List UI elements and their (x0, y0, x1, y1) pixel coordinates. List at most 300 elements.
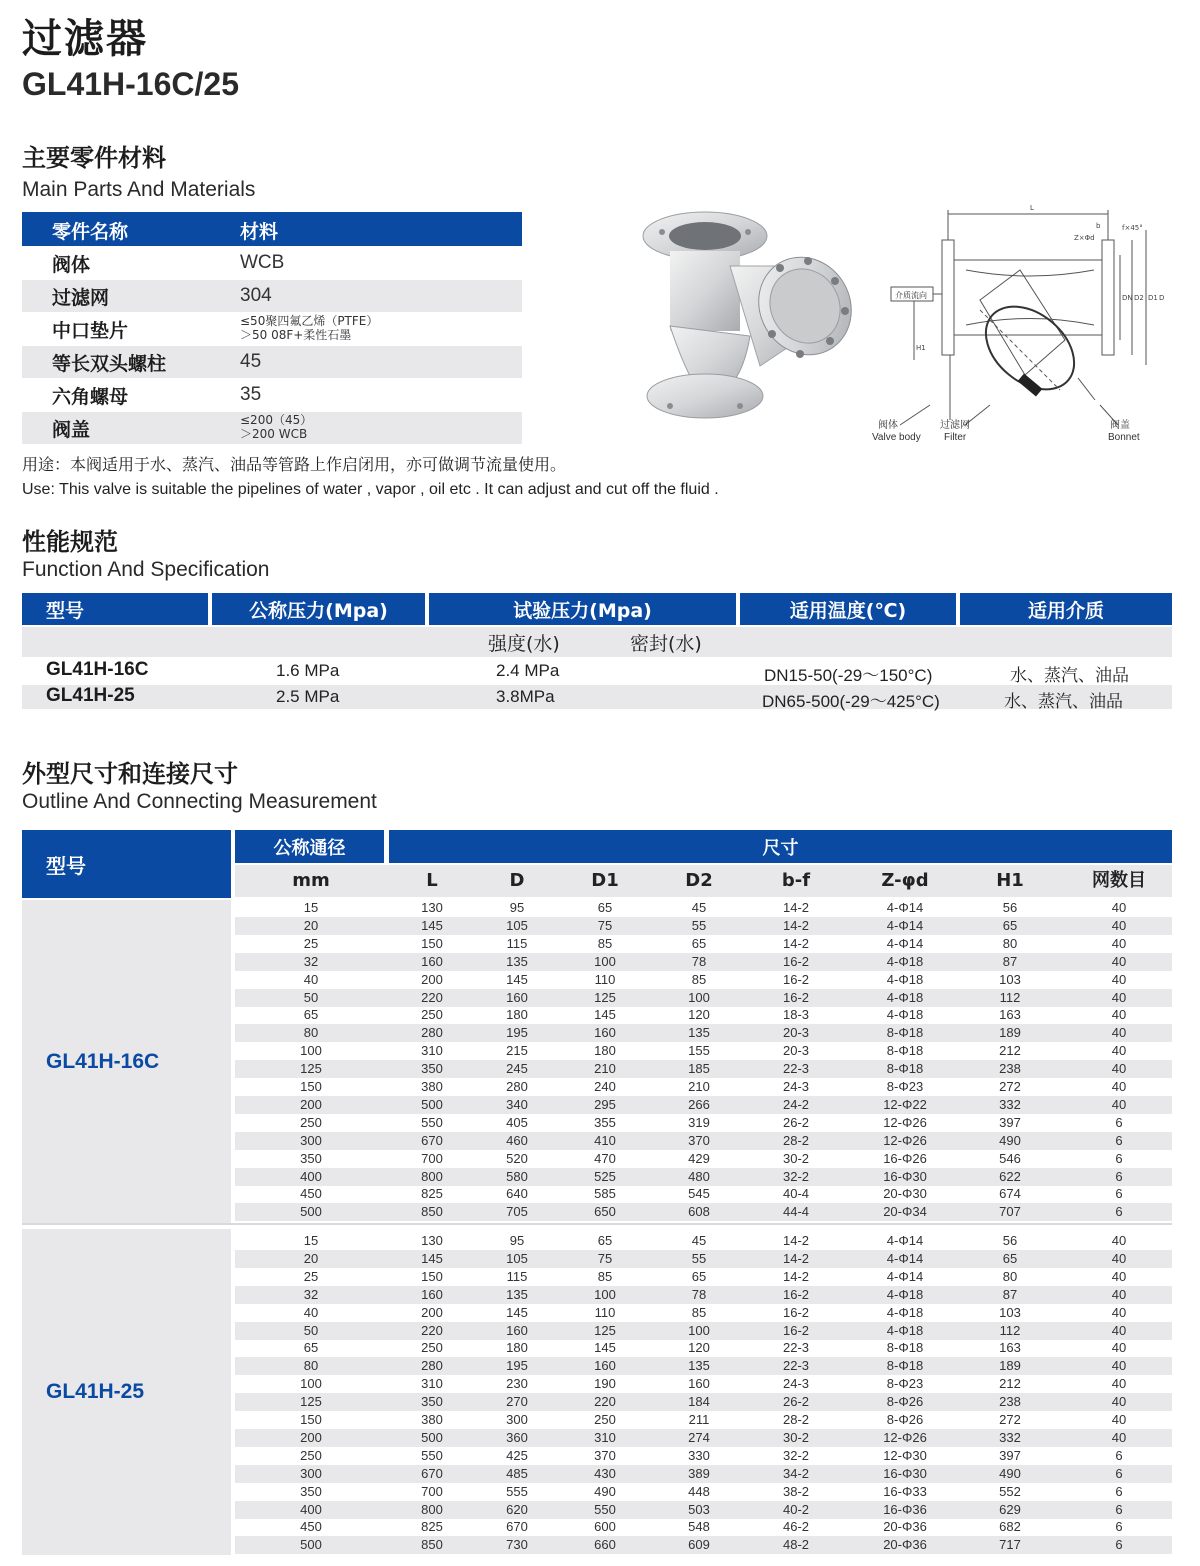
dim-column-header: Z-φd (881, 870, 929, 891)
table-cell: 238 (999, 1061, 1021, 1077)
table-cell: 40 (303, 971, 319, 987)
table-cell: 32 (303, 1286, 319, 1302)
table-cell: 310 (594, 1429, 616, 1445)
table-cell: 600 (594, 1519, 616, 1535)
table-cell: 135 (688, 1358, 710, 1374)
table-cell: 40 (1111, 1061, 1127, 1077)
dim-d2: D2 (1134, 294, 1144, 302)
table-cell: 609 (688, 1537, 710, 1553)
table-cell: 266 (688, 1096, 710, 1112)
table-cell: 310 (421, 1376, 443, 1392)
table-cell: 40 (1111, 1250, 1127, 1266)
material-row (22, 247, 522, 279)
table-cell: 87 (1002, 953, 1018, 969)
table-cell: 150 (300, 1079, 322, 1094)
material-row (22, 346, 522, 378)
table-cell: 45 (691, 900, 707, 915)
table-cell: 40 (1111, 1358, 1127, 1374)
table-cell: 40-4 (782, 1186, 810, 1202)
part-material (240, 314, 378, 342)
table-cell: 850 (421, 1537, 443, 1553)
table-cell: 500 (300, 1537, 322, 1553)
table-cell: 189 (999, 1358, 1021, 1374)
dim-L: L (1030, 204, 1034, 212)
table-cell: 12-Φ26 (883, 1114, 927, 1130)
table-cell: 295 (594, 1096, 616, 1112)
table-cell: 40 (1111, 1340, 1127, 1356)
table-cell: 4-Φ18 (886, 1322, 924, 1338)
table-cell: 16-2 (782, 1322, 810, 1338)
table-cell: 85 (597, 935, 613, 951)
table-cell: 650 (594, 1204, 616, 1220)
table-cell: 30-2 (782, 1429, 810, 1445)
table-cell: 145 (506, 1304, 528, 1320)
dim-header-size: 尺寸 (389, 830, 1172, 863)
table-cell: 555 (506, 1483, 528, 1499)
part-name: 中口垫片 (52, 319, 129, 342)
table-cell: 40 (1111, 935, 1127, 951)
table-cell: 45 (691, 1233, 707, 1248)
table-cell: 20-3 (782, 1043, 810, 1059)
table-cell: 212 (999, 1043, 1021, 1059)
table-cell: 40 (1111, 971, 1127, 987)
table-row (235, 1232, 1172, 1250)
table-cell: 55 (691, 917, 707, 933)
table-cell: 16-2 (782, 971, 810, 987)
table-cell: 6 (1115, 1483, 1123, 1499)
table-cell: 38-2 (782, 1483, 810, 1499)
table-cell: 20-Φ36 (883, 1519, 927, 1535)
table-cell: 120 (688, 1340, 710, 1356)
spec-row (22, 659, 1172, 683)
table-cell: 6 (1115, 1501, 1123, 1517)
table-cell: 180 (506, 1007, 528, 1023)
table-cell: 135 (506, 1286, 528, 1302)
table-cell: 700 (421, 1150, 443, 1166)
spec-pn: 2.5 MPa (276, 687, 340, 706)
table-cell: 163 (999, 1340, 1021, 1356)
spec-test: 2.4 MPa (496, 661, 560, 680)
table-cell: 160 (594, 1358, 616, 1374)
table-cell: 40 (1111, 1268, 1127, 1284)
table-cell: 28-2 (782, 1412, 810, 1427)
table-cell: 22-3 (782, 1340, 810, 1356)
table-cell: 40 (1111, 1079, 1127, 1094)
table-cell: 552 (999, 1483, 1021, 1499)
table-cell: 145 (421, 1250, 443, 1266)
table-cell: 6 (1115, 1150, 1123, 1166)
dim-column-header: H1 (996, 870, 1024, 891)
table-cell: 130 (421, 900, 443, 915)
table-cell: 245 (506, 1061, 528, 1077)
table-cell: 115 (506, 1268, 528, 1284)
table-row (235, 1250, 1172, 1268)
page-title: 过滤器 (22, 16, 148, 62)
table-cell: 50 (303, 1322, 319, 1338)
table-cell: 40 (1111, 953, 1127, 969)
dim-h1: H1 (916, 344, 926, 352)
table-cell: 14-2 (782, 935, 810, 951)
table-cell: 145 (594, 1007, 616, 1023)
table-cell: 550 (421, 1447, 443, 1463)
table-cell: 4-Φ14 (886, 917, 924, 933)
dim-dn: DN (1122, 294, 1133, 302)
dim-d: D (1159, 294, 1165, 302)
table-cell: 707 (999, 1204, 1021, 1220)
dim-column-header: L (426, 870, 438, 891)
table-row (235, 1185, 1172, 1203)
table-cell: 397 (999, 1447, 1021, 1463)
table-cell: 12-Φ30 (883, 1447, 927, 1463)
table-cell: 210 (594, 1061, 616, 1077)
table-cell: 12-Φ22 (883, 1096, 927, 1112)
col-part-name: 零件名称 (52, 221, 129, 243)
table-cell: 30-2 (782, 1150, 810, 1166)
spec-temp: DN15-50(-29～150°C) (764, 666, 933, 685)
table-cell: 8-Φ18 (886, 1043, 924, 1059)
table-cell: 8-Φ18 (886, 1340, 924, 1356)
table-cell: 40 (1111, 989, 1127, 1005)
table-cell: 40 (1111, 1025, 1127, 1041)
table-cell: 25 (303, 1268, 319, 1284)
table-row (235, 1429, 1172, 1447)
table-cell: 4-Φ14 (886, 1250, 924, 1266)
label-filter-cn: 过滤网 (940, 420, 970, 431)
table-cell: 85 (691, 1304, 707, 1320)
label-valve-body-cn: 阀体 (878, 420, 898, 431)
table-cell: 705 (506, 1204, 528, 1220)
table-cell: 28-2 (782, 1132, 810, 1148)
table-cell: 490 (999, 1132, 1021, 1148)
part-material: 45 (240, 351, 262, 372)
material-line: ≤200（45） (240, 413, 313, 427)
table-cell: 800 (421, 1168, 443, 1184)
table-cell: 4-Φ14 (886, 900, 924, 915)
material-line: ≤50聚四氟乙烯（PTFE） (240, 314, 379, 328)
table-cell: 80 (1002, 1268, 1018, 1284)
table-cell: 4-Φ18 (886, 953, 924, 969)
table-cell: 160 (594, 1025, 616, 1041)
table-cell: 135 (506, 953, 528, 969)
table-cell: 622 (999, 1168, 1021, 1184)
label-filter-en: Filter (944, 432, 967, 443)
part-material: 304 (240, 285, 272, 306)
dim-column-header: D1 (591, 870, 619, 891)
table-cell: 220 (421, 1322, 443, 1338)
table-cell: 280 (421, 1025, 443, 1041)
table-row (235, 917, 1172, 935)
spec-sub-seal: 密封(水) (630, 633, 702, 655)
table-row (235, 1060, 1172, 1078)
table-cell: 145 (421, 917, 443, 933)
table-row (235, 1168, 1172, 1186)
table-cell: 160 (421, 953, 443, 969)
table-cell: 32 (303, 953, 319, 969)
table-cell: 700 (421, 1483, 443, 1499)
table-row (235, 989, 1172, 1007)
table-cell: 682 (999, 1519, 1021, 1535)
table-row (235, 1411, 1172, 1429)
table-cell: 355 (594, 1114, 616, 1130)
table-cell: 545 (688, 1186, 710, 1202)
table-cell: 65 (1002, 917, 1018, 933)
table-cell: 95 (509, 900, 525, 915)
table-cell: 16-Φ30 (883, 1465, 927, 1481)
table-row (235, 1286, 1172, 1304)
table-cell: 350 (421, 1394, 443, 1410)
dim-column-headers (235, 865, 1172, 897)
table-cell: 78 (691, 953, 707, 969)
table-cell: 160 (421, 1286, 443, 1302)
table-cell: 105 (506, 1250, 528, 1266)
dim-header-model: 型号 (22, 830, 231, 898)
table-cell: 125 (300, 1061, 322, 1077)
table-cell: 340 (506, 1096, 528, 1112)
table-cell: 670 (421, 1465, 443, 1481)
table-cell: 20-Φ30 (883, 1186, 927, 1202)
table-cell: 120 (688, 1007, 710, 1023)
table-cell: 14-2 (782, 917, 810, 933)
table-cell: 105 (506, 917, 528, 933)
table-cell: 8-Φ18 (886, 1025, 924, 1041)
dim-heading-en: Outline And Connecting Measurement (22, 790, 377, 813)
spec-header-medium: 适用介质 (960, 593, 1172, 625)
table-cell: 40 (303, 1304, 319, 1320)
table-cell: 14-2 (782, 900, 810, 915)
table-row (235, 1339, 1172, 1357)
table-cell: 85 (691, 971, 707, 987)
table-cell: 350 (300, 1483, 322, 1499)
table-cell: 65 (303, 1340, 319, 1356)
table-cell: 15 (303, 900, 319, 915)
table-cell: 56 (1002, 1233, 1018, 1248)
table-cell: 16-2 (782, 1286, 810, 1302)
table-cell: 460 (506, 1132, 528, 1148)
table-row (235, 1078, 1172, 1096)
table-cell: 100 (594, 1286, 616, 1302)
table-cell: 40 (1111, 1096, 1127, 1112)
table-cell: 4-Φ18 (886, 971, 924, 987)
table-cell: 100 (688, 989, 710, 1005)
table-cell: 272 (999, 1412, 1021, 1427)
table-cell: 180 (594, 1043, 616, 1059)
table-cell: 40 (1111, 1043, 1127, 1059)
table-cell: 425 (506, 1447, 528, 1463)
table-cell: 550 (594, 1501, 616, 1517)
table-row (235, 935, 1172, 953)
table-cell: 110 (594, 1304, 616, 1320)
table-cell: 8-Φ26 (886, 1412, 924, 1427)
table-cell: 220 (421, 989, 443, 1005)
table-cell: 80 (1002, 935, 1018, 951)
table-cell: 100 (594, 953, 616, 969)
table-cell: 215 (506, 1043, 528, 1059)
table-cell: 160 (506, 989, 528, 1005)
table-cell: 240 (594, 1079, 616, 1094)
table-cell: 8-Φ26 (886, 1394, 924, 1410)
table-cell: 380 (421, 1079, 443, 1094)
table-cell: 87 (1002, 1286, 1018, 1302)
part-name: 过滤网 (52, 286, 110, 309)
table-cell: 150 (421, 935, 443, 951)
table-cell: 14-2 (782, 1250, 810, 1266)
table-cell: 230 (506, 1376, 528, 1392)
technical-drawing (870, 200, 1170, 450)
table-cell: 95 (509, 1233, 525, 1248)
table-cell: 380 (421, 1412, 443, 1427)
table-cell: 48-2 (782, 1537, 810, 1553)
dim-column-header: 网数目 (1092, 870, 1146, 891)
table-cell: 40 (1111, 1322, 1127, 1338)
table-cell: 18-3 (782, 1007, 810, 1023)
table-cell: 4-Φ14 (886, 1268, 924, 1284)
table-cell: 189 (999, 1025, 1021, 1041)
table-cell: 6 (1115, 1447, 1123, 1463)
table-cell: 450 (300, 1186, 322, 1202)
table-cell: 112 (999, 989, 1021, 1005)
spec-header-pn: 公称压力(Mpa) (212, 593, 425, 625)
table-row (235, 971, 1172, 989)
table-cell: 25 (303, 935, 319, 951)
table-cell: 429 (688, 1150, 710, 1166)
table-cell: 608 (688, 1204, 710, 1220)
table-row (235, 1447, 1172, 1465)
table-cell: 674 (999, 1186, 1021, 1202)
table-cell: 410 (594, 1132, 616, 1148)
table-cell: 34-2 (782, 1465, 810, 1481)
table-cell: 16-Φ30 (883, 1168, 927, 1184)
table-cell: 125 (594, 989, 616, 1005)
table-cell: 65 (303, 1007, 319, 1023)
table-cell: 160 (688, 1376, 710, 1392)
material-line: ＞200 WCB (240, 427, 308, 441)
table-cell: 65 (597, 900, 613, 915)
table-cell: 6 (1115, 1519, 1123, 1535)
table-cell: 332 (999, 1429, 1021, 1445)
table-cell: 40 (1111, 1286, 1127, 1302)
dim-column-header: D2 (685, 870, 713, 891)
table-cell: 32-2 (782, 1447, 810, 1463)
table-cell: 389 (688, 1465, 710, 1481)
table-cell: 4-Φ18 (886, 1286, 924, 1302)
medium-flow-label: 介质流向 (895, 291, 927, 300)
table-cell: 500 (421, 1096, 443, 1112)
table-cell: 4-Φ18 (886, 1007, 924, 1023)
table-row (235, 1518, 1172, 1536)
table-cell: 16-2 (782, 989, 810, 1005)
table-cell: 211 (688, 1412, 710, 1427)
table-cell: 85 (597, 1268, 613, 1284)
table-cell: 20-Φ34 (883, 1204, 927, 1220)
dim-column-header: b-f (781, 870, 811, 891)
table-cell: 200 (421, 971, 443, 987)
table-cell: 490 (594, 1483, 616, 1499)
table-cell: 40 (1111, 900, 1127, 915)
table-cell: 65 (597, 1233, 613, 1248)
table-cell: 272 (999, 1079, 1021, 1094)
material-line: ＞50 08F+柔性石墨 (240, 328, 352, 342)
table-cell: 24-3 (782, 1376, 810, 1392)
table-cell: 65 (1002, 1250, 1018, 1266)
spec-heading-en: Function And Specification (22, 558, 270, 581)
spec-model: GL41H-16C (46, 659, 149, 680)
table-cell: 6 (1115, 1132, 1123, 1148)
table-cell: 55 (691, 1250, 707, 1266)
materials-table-header (22, 212, 522, 246)
table-cell: 490 (999, 1465, 1021, 1481)
table-cell: 100 (688, 1322, 710, 1338)
table-row (235, 1114, 1172, 1132)
table-cell: 145 (594, 1340, 616, 1356)
table-cell: 40 (1111, 1007, 1127, 1023)
dim-f: f×45° (1122, 224, 1143, 232)
table-cell: 580 (506, 1168, 528, 1184)
table-cell: 20-3 (782, 1025, 810, 1041)
part-material (240, 413, 312, 441)
table-cell: 640 (506, 1186, 528, 1202)
dim-column-header: mm (292, 870, 330, 891)
table-cell: 6 (1115, 1204, 1123, 1220)
table-cell: 22-3 (782, 1061, 810, 1077)
table-cell: 250 (594, 1412, 616, 1427)
table-cell: 620 (506, 1501, 528, 1517)
part-name: 六角螺母 (52, 385, 129, 408)
table-cell: 6 (1115, 1114, 1123, 1130)
table-cell: 350 (421, 1061, 443, 1077)
table-cell: 220 (594, 1394, 616, 1410)
table-cell: 12-Φ26 (883, 1429, 927, 1445)
group-divider (22, 1223, 1172, 1229)
table-cell: 40 (1111, 1429, 1127, 1445)
table-cell: 8-Φ18 (886, 1358, 924, 1374)
table-cell: 825 (421, 1186, 443, 1202)
table-cell: 163 (999, 1007, 1021, 1023)
table-cell: 22-3 (782, 1358, 810, 1374)
table-cell: 16-Φ26 (883, 1150, 927, 1166)
material-row (22, 379, 522, 411)
model-title: GL41H-16C/25 (22, 66, 239, 102)
table-cell: 717 (999, 1537, 1021, 1553)
table-row (235, 1304, 1172, 1322)
table-cell: 150 (421, 1268, 443, 1284)
table-cell: 44-4 (782, 1204, 810, 1220)
table-cell: 270 (506, 1394, 528, 1410)
part-material: 35 (240, 384, 262, 405)
table-cell: 32-2 (782, 1168, 810, 1184)
spec-medium: 水、蒸汽、油品 (1004, 692, 1123, 711)
col-material: 材料 (240, 221, 279, 243)
table-cell: 40 (1111, 1376, 1127, 1392)
table-cell: 75 (597, 1250, 613, 1266)
spec-sub-strength: 强度(水) (488, 633, 560, 655)
table-cell: 112 (999, 1322, 1021, 1338)
table-cell: 370 (688, 1132, 710, 1148)
table-cell: 430 (594, 1465, 616, 1481)
table-cell: 145 (506, 971, 528, 987)
table-cell: 280 (421, 1358, 443, 1374)
table-cell: 238 (999, 1394, 1021, 1410)
table-cell: 250 (300, 1114, 322, 1130)
table-cell: 6 (1115, 1168, 1123, 1184)
spec-header-model: 型号 (22, 593, 208, 625)
label-bonnet-en: Bonnet (1108, 432, 1140, 443)
spec-header-temp: 适用温度(℃) (740, 593, 956, 625)
part-name: 阀盖 (52, 418, 91, 441)
table-cell: 115 (506, 935, 528, 951)
table-cell: 40-2 (782, 1501, 810, 1517)
table-cell: 212 (999, 1376, 1021, 1392)
table-cell: 670 (506, 1519, 528, 1535)
